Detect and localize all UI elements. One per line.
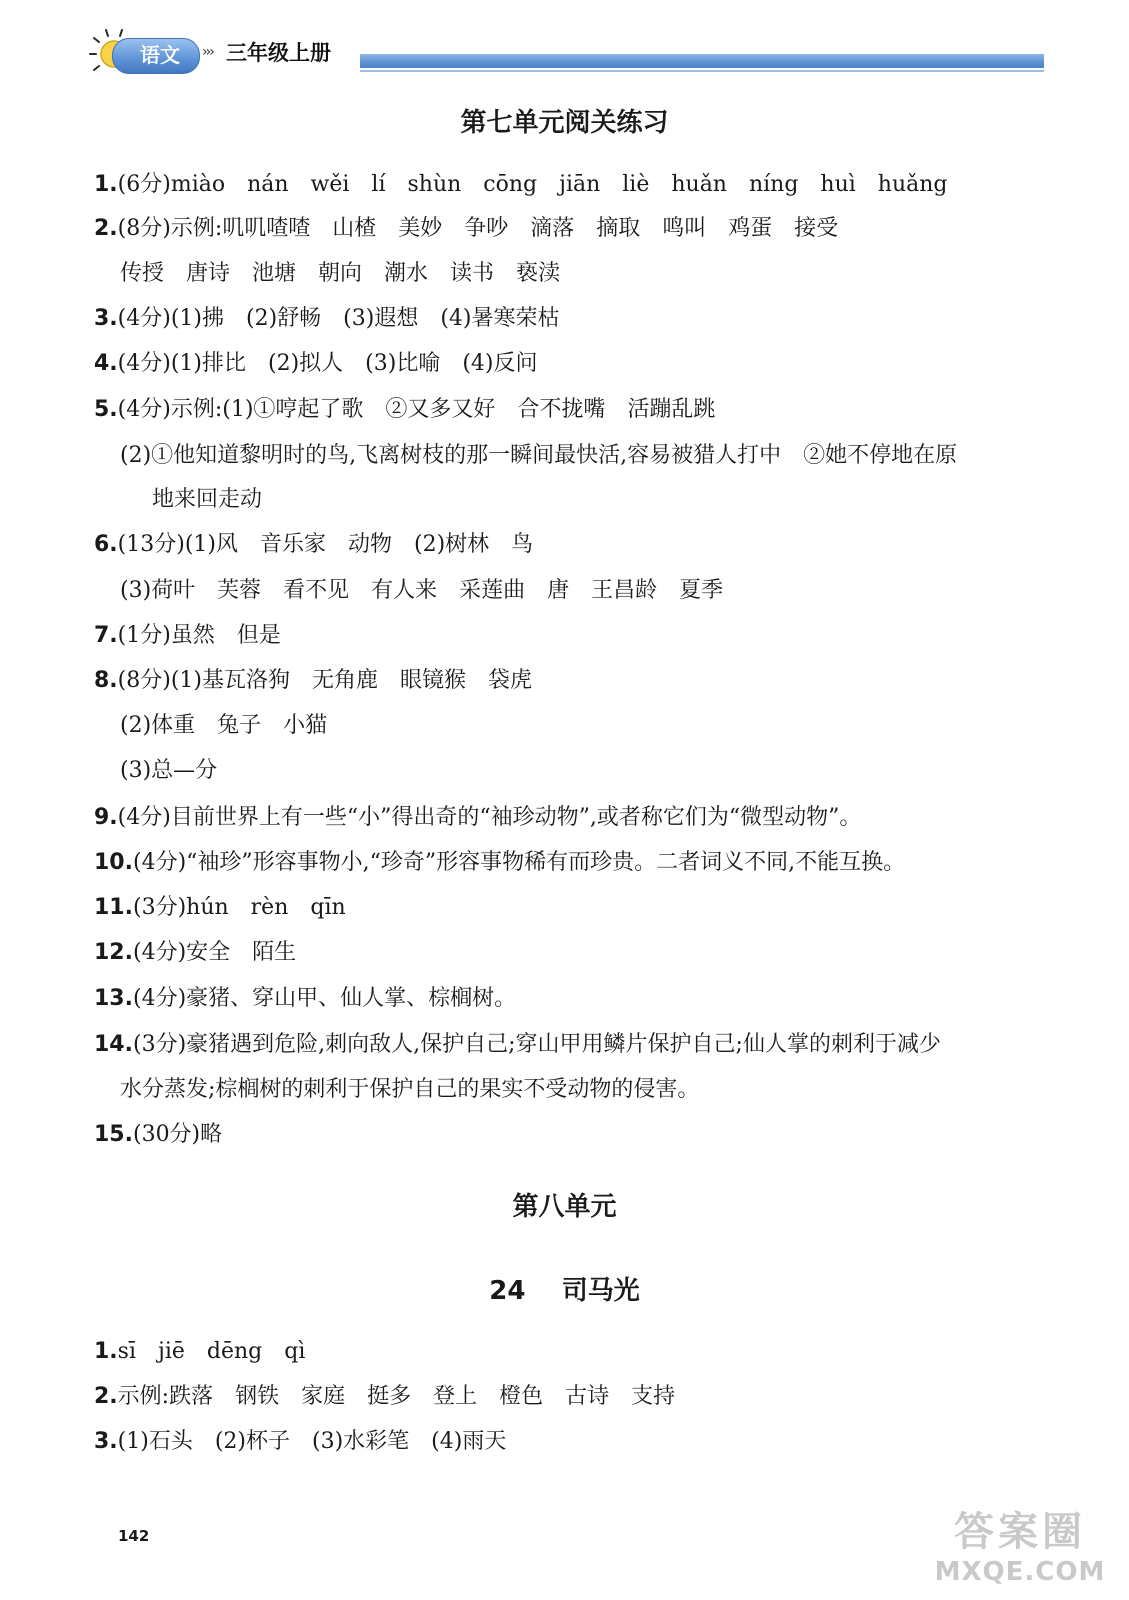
lesson-title: 司马光 xyxy=(561,1276,640,1306)
watermark xyxy=(920,1508,1120,1596)
header-bar xyxy=(360,54,1044,68)
item-text: (4分)安全 陌生 xyxy=(132,940,297,965)
watermark-url: MXQE.COM xyxy=(934,1557,1106,1587)
item-text: (4分)豪猪、穿山甲、仙人掌、棕榈树。 xyxy=(132,986,517,1011)
item-text: (2)①他知道黎明时的鸟,飞离树枝的那一瞬间最快活,容易被猎人打中 ②她不停地在原 xyxy=(120,443,958,468)
item-text: (1分)虽然 但是 xyxy=(117,623,281,648)
answer-line xyxy=(120,711,327,741)
answer-line xyxy=(120,756,217,786)
item-number: 3. xyxy=(94,306,118,331)
page-header xyxy=(0,0,1129,90)
answer-line xyxy=(120,441,957,471)
answer-line xyxy=(94,170,948,200)
answer-line xyxy=(94,893,346,923)
item-number: 6. xyxy=(94,532,118,557)
item-text: (6分)miào nán wěi lí shùn cōng jiān liè huǎn níng huì huǎng xyxy=(117,172,948,197)
item-text: 示例:跌落 钢铁 家庭 挺多 登上 橙色 古诗 支持 xyxy=(117,1384,676,1409)
answer-line xyxy=(120,259,560,289)
answer-line xyxy=(94,395,715,425)
item-text: (3分)hún rèn qīn xyxy=(132,895,346,920)
item-text: (3)荷叶 芙蓉 看不见 有人来 采莲曲 唐 王昌龄 夏季 xyxy=(120,578,724,603)
item-text: 地来回走动 xyxy=(152,487,263,512)
answer-line xyxy=(120,576,723,606)
item-number: 9. xyxy=(94,805,118,830)
item-text: (3分)豪猪遇到危险,刺向敌人,保护自己;穿山甲用鳞片保护自己;仙人掌的刺利于减少 xyxy=(132,1032,941,1057)
item-number: 1. xyxy=(94,172,118,197)
item-number: 2. xyxy=(94,1384,118,1409)
item-number: 4. xyxy=(94,351,118,376)
answer-line xyxy=(94,1382,675,1412)
item-text: (13分)(1)风 音乐家 动物 (2)树林 鸟 xyxy=(117,532,534,557)
section-title: 第七单元阅关练习 xyxy=(460,108,669,138)
header-rule xyxy=(360,70,1044,72)
item-text: (4分)(1)排比 (2)拟人 (3)比喻 (4)反问 xyxy=(117,351,538,376)
item-number: 5. xyxy=(94,397,118,422)
item-number: 1. xyxy=(94,1339,118,1364)
answer-line xyxy=(94,530,533,560)
item-text: (2)体重 兔子 小猫 xyxy=(120,713,328,738)
answer-line xyxy=(120,1075,699,1105)
item-number: 2. xyxy=(94,216,118,241)
item-text: (1)石头 (2)杯子 (3)水彩笔 (4)雨天 xyxy=(117,1429,507,1454)
answer-line xyxy=(94,1030,941,1060)
unit-title: 第八单元 xyxy=(512,1192,617,1222)
answer-line xyxy=(94,938,296,968)
item-text: (8分)(1)基瓦洛狗 无角鹿 眼镜猴 袋虎 xyxy=(117,668,532,693)
subject-label: 语文 xyxy=(140,43,180,67)
grade-label: 三年级上册 xyxy=(226,41,331,65)
item-number: 13. xyxy=(94,986,133,1011)
answer-line xyxy=(94,214,838,244)
item-number: 8. xyxy=(94,668,118,693)
answer-line xyxy=(152,485,262,515)
answer-line xyxy=(94,1337,305,1367)
item-text: (3)总—分 xyxy=(120,758,218,783)
answer-line xyxy=(94,984,516,1014)
item-text: 水分蒸发;棕榈树的刺利于保护自己的果实不受动物的侵害。 xyxy=(120,1077,700,1102)
lesson-number: 24 xyxy=(489,1276,526,1306)
item-number: 15. xyxy=(94,1122,133,1147)
page-number: 142 xyxy=(118,1527,150,1545)
answer-line xyxy=(94,304,560,334)
answer-line xyxy=(94,848,905,878)
item-number: 10. xyxy=(94,850,133,875)
item-text: (4分)(1)拂 (2)舒畅 (3)遐想 (4)暑寒荣枯 xyxy=(117,306,560,331)
answer-line xyxy=(94,1120,222,1150)
item-number: 7. xyxy=(94,623,118,648)
answer-line xyxy=(94,1427,506,1457)
answer-line xyxy=(94,803,861,833)
item-number: 3. xyxy=(94,1429,118,1454)
item-number: 11. xyxy=(94,895,133,920)
item-text: 传授 唐诗 池塘 朝向 潮水 读书 亵渎 xyxy=(120,261,561,286)
lesson-heading xyxy=(0,1270,1129,1307)
answer-line xyxy=(94,666,532,696)
item-text: (30分)略 xyxy=(132,1122,223,1147)
item-text: (8分)示例:叽叽喳喳 山楂 美妙 争吵 滴落 摘取 鸣叫 鸡蛋 接受 xyxy=(117,216,839,241)
item-number: 14. xyxy=(94,1032,133,1057)
item-text: (4分)示例:(1)①哼起了歌 ②又多又好 合不拢嘴 活蹦乱跳 xyxy=(117,397,716,422)
item-text: (4分)“袖珍”形容事物小,“珍奇”形容事物稀有而珍贵。二者词义不同,不能互换。 xyxy=(132,850,906,875)
item-text: sī jiē dēng qì xyxy=(117,1339,306,1364)
item-text: (4分)目前世界上有一些“小”得出奇的“袖珍动物”,或者称它们为“微型动物”。 xyxy=(117,805,862,830)
item-number: 12. xyxy=(94,940,133,965)
breadcrumb-arrows: ››› xyxy=(202,44,213,60)
watermark-logo: 答案圈 xyxy=(954,1509,1086,1555)
answer-line xyxy=(94,349,538,379)
answer-line xyxy=(94,621,281,651)
